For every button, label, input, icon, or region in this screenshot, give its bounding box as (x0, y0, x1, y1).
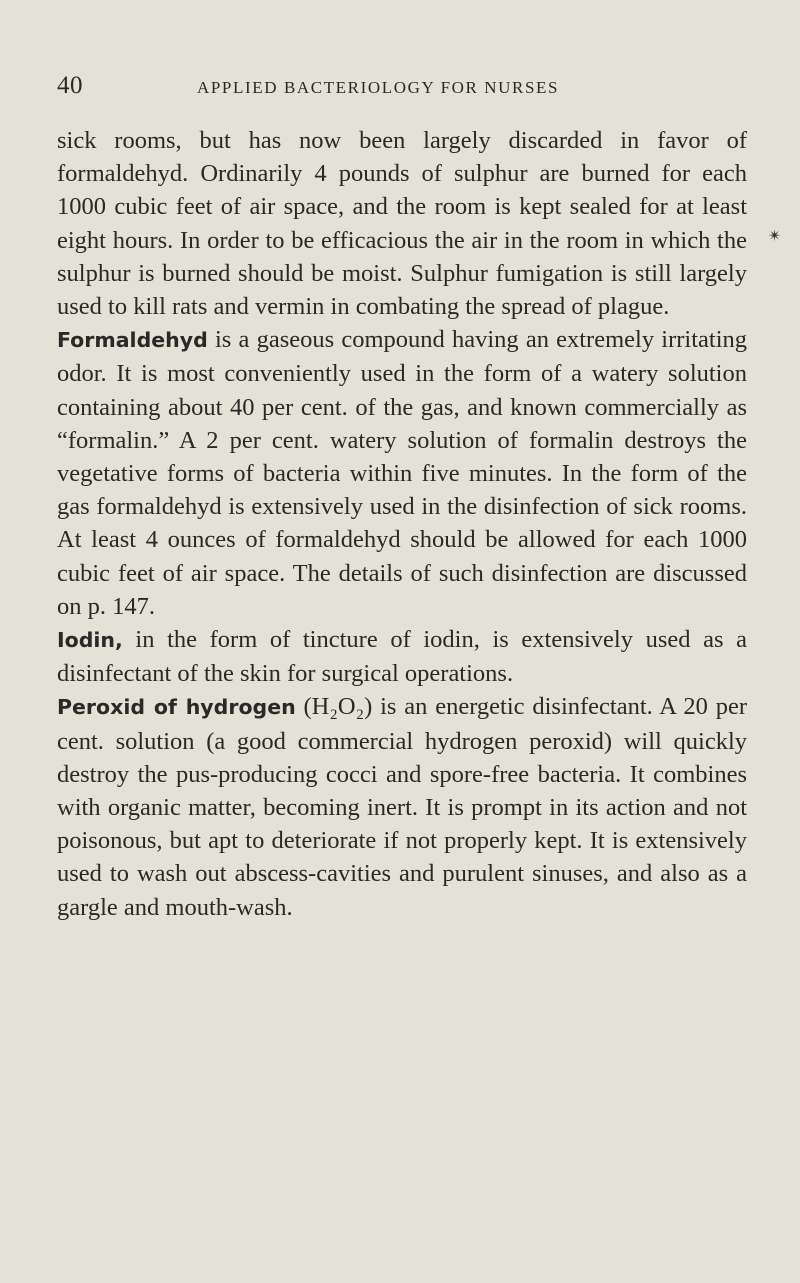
paragraph-text: sick rooms, but has now been largely discarded in favor of formaldehyd. Ordinarily 4 pounds of sulphur are burned for each 1000 cubic feet of air space, and the room is kept sealed for at least eight hours. In order to be efficacious the air in the room in which the sulphur is burned should be moist. Sulphur fumigation is still largely used to kill rats and vermin in combating the spread of plague. (57, 127, 747, 321)
paragraph-text: (H₂O₂) is an energetic disinfectant. A 20 per cent. solution (a good commercial hydrogen peroxid) will quickly destroy the pus-producing cocci and spore-free bacteria. It combines with organic matter, becoming inert. It is prompt in its action and not poisonous, but apt to deteriorate if not properly kept. It is extensively used to wash out abscess-cavities and purulent sinuses, and also as a gargle and mouth-wash. (57, 693, 747, 921)
running-head: APPLIED BACTERIOLOGY FOR NURSES (197, 78, 560, 97)
page-number: 40 (57, 72, 83, 99)
run-in-heading: Formaldehyd (57, 328, 208, 353)
paragraph-text: in the form of tincture of iodin, is extensively used as a disinfectant of the skin for surgical operations. (57, 626, 747, 688)
paragraph-formaldehyd (57, 323, 747, 623)
paragraph-peroxid (57, 690, 747, 923)
paragraph-text: is a gaseous compound having an extremely irritating odor. It is most conveniently used in the form of a watery solution containing about 40 per cent. of the gas, and known commercially as “formalin.” A 2 per cent. watery solution of formalin destroys the vegetative forms of bacteria within five minutes. In the form of the gas formaldehyd is extensively used in the disinfection of sick rooms. At least 4 ounces of formaldehyd should be allowed for each 1000 cubic feet of air space. The details of such disinfection are discussed on p. 147. (57, 326, 747, 620)
paragraph-sulphur (57, 124, 747, 323)
run-in-heading: Peroxid of hydrogen (57, 695, 296, 720)
paragraph-iodin (57, 623, 747, 690)
page-header (57, 72, 747, 112)
body-text (57, 124, 747, 924)
run-in-heading: Iodin, (57, 628, 123, 653)
margin-mark-icon: ✴ (768, 228, 782, 245)
